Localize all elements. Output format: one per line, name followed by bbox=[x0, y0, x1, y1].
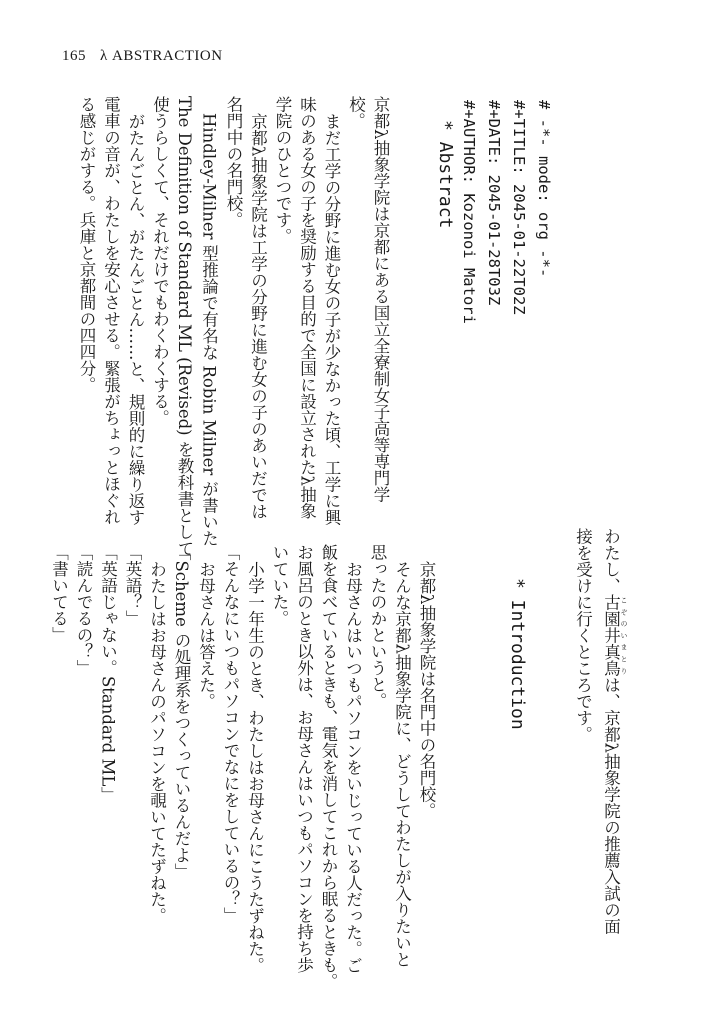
intro-line: 「書いてる」 bbox=[49, 544, 69, 643]
abstract-line: The Definition of Standard ML (Revised) を教科書として bbox=[175, 96, 194, 557]
introduction-body bbox=[46, 544, 438, 990]
intro-line: 「そんなにいつもパソコンでなにをしているの？」 bbox=[221, 544, 240, 924]
intro-line: わたしはお母さんのパソコンを覗いてたずねた。 bbox=[147, 560, 167, 924]
section-title: λ ABSTRACTION bbox=[100, 48, 223, 64]
abstract-line: る感じがする。兵庫と京都間の四四分。 bbox=[77, 96, 96, 393]
intro-lead-line bbox=[597, 528, 629, 978]
intro-line: いていた。 bbox=[270, 544, 289, 627]
abstract-line: がたんごとん、がたんごとん……と、規則的に繰り返す bbox=[126, 112, 145, 525]
intro-lead bbox=[569, 528, 629, 978]
intro-line: 京都λ抽象学院は名門中の名門校。 bbox=[417, 560, 436, 819]
abstract-line: 電車の音が、わたしを安心させる。緊張がちょっとほぐれ bbox=[101, 96, 121, 525]
intro-line: お母さんは答えた。 bbox=[196, 560, 216, 709]
abstract-line: 京都λ抽象学院は工学の分野に進む女の子のあいだでは bbox=[248, 112, 268, 519]
author-name bbox=[601, 594, 628, 677]
org-header bbox=[456, 100, 556, 460]
abstract-line: 使うらしくて、それだけでもわくわくする。 bbox=[150, 96, 170, 426]
author-name-reading: こぞのいまとり bbox=[620, 594, 628, 677]
running-head bbox=[62, 48, 223, 68]
intro-line: お母さんはいつもパソコンをいじっている人だった。ご bbox=[343, 560, 363, 973]
abstract-heading-text: * Abstract bbox=[435, 120, 456, 229]
intro-line: 思ったのかというと。 bbox=[368, 544, 387, 709]
intro-line: 「読んでるの？」 bbox=[74, 544, 93, 676]
org-author-line: #+AUTHOR: Kozonoi Matori bbox=[460, 100, 478, 324]
introduction-heading-text: * Introduction bbox=[507, 578, 528, 730]
org-mode-line: # -*- mode: org -*- bbox=[535, 100, 553, 278]
intro-line: 飯を食べているときも、電気を消してこれから眠るときも。 bbox=[319, 544, 338, 990]
abstract-line: まだ工学の分野に進む女の子が少なかった頃、工学に興 bbox=[322, 112, 341, 525]
org-title-line: #+TITLE: 2045-01-22T02Z bbox=[510, 100, 528, 315]
abstract-heading bbox=[432, 120, 458, 320]
abstract-line: 味のある女の子を奨励する目的で全国に設立されたλ抽象 bbox=[297, 96, 317, 519]
abstract-line: 校。 bbox=[346, 96, 366, 129]
page-number: 165 bbox=[62, 48, 86, 64]
introduction-heading bbox=[504, 578, 530, 738]
intro-line: お風呂のとき以外は、お母さんはいつもパソコンを持ち歩 bbox=[294, 544, 314, 973]
abstract-line: 学院のひとつです。 bbox=[273, 96, 292, 245]
intro-line: 「英語？」 bbox=[123, 544, 142, 627]
author-name-text: 古園井真鳥 bbox=[601, 594, 621, 677]
org-date-line: #+DATE: 2045-01-28T03Z bbox=[485, 100, 503, 306]
abstract-line: 京都λ抽象学院は京都にある国立全寮制女子高等専門学 bbox=[371, 96, 390, 503]
intro-lead-line: 接を受けに行くところです。 bbox=[573, 528, 593, 743]
abstract-line: 名門中の名門校。 bbox=[224, 96, 243, 228]
intro-line: そんな京都λ抽象学院に、どうしてわたしが入りたいと bbox=[392, 560, 412, 967]
intro-line: 「英語じゃない。Standard ML」 bbox=[98, 544, 118, 803]
intro-lead-post: は、京都λ抽象学院の推薦入試の面 bbox=[601, 676, 621, 935]
abstract-body bbox=[74, 96, 393, 557]
intro-line: 「Scheme の処理系をつくっているんだよ」 bbox=[172, 544, 191, 880]
intro-lead-pre: わたし、 bbox=[601, 528, 621, 594]
abstract-line: Hindley-Milner 型推論で有名な Robin Milner が書いた bbox=[199, 112, 219, 547]
intro-line: 小学一年生のとき、わたしはお母さんにこうたずねた。 bbox=[245, 560, 265, 973]
